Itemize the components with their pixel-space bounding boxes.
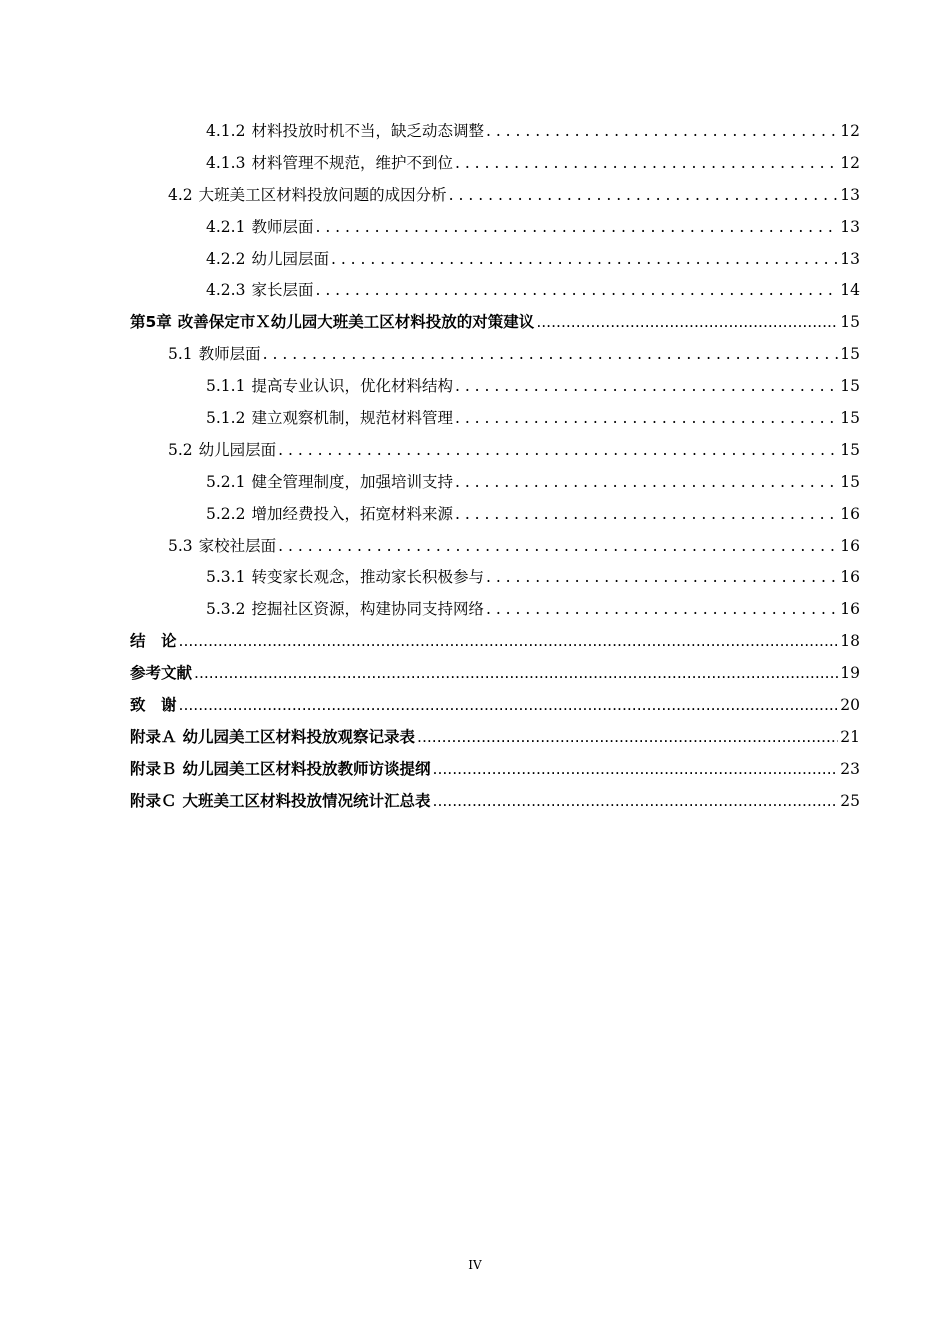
dot-leader xyxy=(433,754,839,786)
toc-entry-page: 15 xyxy=(840,409,860,428)
dot-leader xyxy=(455,148,838,180)
toc-entry-title: 健全管理制度，加强培训支持 xyxy=(251,472,453,491)
dot-leader xyxy=(455,467,838,499)
toc-entry-4-1-3[interactable] xyxy=(130,148,860,180)
toc-entry-title: 增加经费投入，拓宽材料来源 xyxy=(251,504,453,523)
dot-leader xyxy=(278,435,838,467)
toc-entry-5-1-1[interactable] xyxy=(130,371,860,403)
toc-entry-appendix-b[interactable] xyxy=(130,754,860,786)
toc-entry-page: 23 xyxy=(840,759,860,778)
toc-entry-4-1-2[interactable] xyxy=(130,116,860,148)
toc-entry-page: 13 xyxy=(840,217,860,236)
toc-entry-number: 4.1.2 xyxy=(206,122,246,140)
toc-entry-title: 改善保定市Ｘ幼儿园大班美工区材料投放的对策建议 xyxy=(177,313,535,332)
toc-entry-title: 参考文献 xyxy=(130,664,193,683)
toc-entry-number: 4.1.3 xyxy=(206,153,246,172)
toc-entry-title: 幼儿园层面 xyxy=(251,249,329,268)
toc-entry-appendix-c[interactable] xyxy=(130,786,860,818)
dot-leader xyxy=(455,403,838,435)
toc-entry-appendix-a[interactable] xyxy=(130,722,860,754)
toc-entry-5-2-1[interactable] xyxy=(130,467,860,499)
toc-entry-number: 5.2.2 xyxy=(206,504,246,523)
dot-leader xyxy=(179,690,839,722)
toc-entry-title: 提高专业认识，优化材料结构 xyxy=(251,377,453,396)
toc-entry-title: 转变家长观念，推动家长积极参与 xyxy=(251,568,484,587)
toc-entry-page: 15 xyxy=(840,472,860,491)
toc-entry-title: 大班美工区材料投放问题的成因分析 xyxy=(198,185,447,204)
dot-leader xyxy=(194,658,838,690)
toc-entry-number: 4.2 xyxy=(168,185,193,204)
toc-entry-number: 4.2.2 xyxy=(206,249,246,268)
toc-entry-number: 4.2.3 xyxy=(206,281,246,300)
toc-entry-title: 挖掘社区资源，构建协同支持网络 xyxy=(251,600,484,619)
toc-entry-page: 15 xyxy=(840,377,860,396)
toc-entry-page: 15 xyxy=(840,313,860,332)
toc-entry-page: 13 xyxy=(840,185,860,204)
toc-entry-5-2-2[interactable] xyxy=(130,499,860,531)
toc-entry-page: 16 xyxy=(840,600,860,619)
toc-entry-number: 附录Ａ xyxy=(130,727,177,746)
dot-leader xyxy=(331,244,838,276)
toc-entry-title: 幼儿园美工区材料投放教师访谈提纲 xyxy=(182,759,431,778)
toc-entry-number: 5.3 xyxy=(168,536,193,555)
toc-entry-references[interactable] xyxy=(130,658,860,690)
toc-entry-title: 结 论 xyxy=(130,632,177,651)
dot-leader xyxy=(433,786,839,818)
toc-entry-title: 教师层面 xyxy=(198,345,261,364)
toc-entry-page: 13 xyxy=(840,249,860,268)
toc-entry-page: 12 xyxy=(840,153,860,172)
dot-leader xyxy=(486,562,838,594)
toc-entry-title: 教师层面 xyxy=(251,217,314,236)
toc-entry-title: 幼儿园层面 xyxy=(198,440,277,459)
toc-entry-number: 5.1.2 xyxy=(206,409,246,428)
dot-leader xyxy=(449,180,839,212)
toc-entry-5-1-2[interactable] xyxy=(130,403,860,435)
dot-leader xyxy=(536,307,838,339)
toc-entry-page: 15 xyxy=(840,440,860,459)
toc-entry-page: 15 xyxy=(840,345,860,364)
toc-entry-title: 致 谢 xyxy=(130,696,177,715)
toc-entry-page: 16 xyxy=(840,536,860,555)
page-number: IV xyxy=(468,1258,482,1272)
toc-entry-page: 16 xyxy=(840,568,860,587)
toc-entry-4-2-2[interactable] xyxy=(130,244,860,276)
toc-entry-number: 附录Ｂ xyxy=(130,759,177,778)
toc-entry-title: 家长层面 xyxy=(251,281,314,300)
toc-entry-number: 5.2.1 xyxy=(206,472,246,491)
toc-entry-chapter-5[interactable] xyxy=(130,307,860,339)
toc-entry-number: 5.3.1 xyxy=(206,568,246,587)
dot-leader xyxy=(179,626,839,658)
dot-leader xyxy=(455,499,838,531)
toc-entry-5-3[interactable] xyxy=(130,531,860,563)
dot-leader xyxy=(486,594,838,626)
toc-entry-title: 建立观察机制，规范材料管理 xyxy=(251,409,453,428)
table-of-contents xyxy=(130,116,860,818)
toc-entry-page: 21 xyxy=(840,727,860,746)
toc-entry-5-2[interactable] xyxy=(130,435,860,467)
dot-leader xyxy=(417,722,838,754)
toc-entry-page: 14 xyxy=(840,281,860,300)
dot-leader xyxy=(315,275,838,307)
toc-entry-4-2-3[interactable] xyxy=(130,275,860,307)
toc-entry-5-3-2[interactable] xyxy=(130,594,860,626)
toc-entry-page: 20 xyxy=(840,696,860,715)
toc-entry-title: 大班美工区材料投放情况统计汇总表 xyxy=(182,791,431,810)
toc-entry-conclusion[interactable] xyxy=(130,626,860,658)
toc-entry-5-1[interactable] xyxy=(130,339,860,371)
toc-entry-title: 材料管理不规范，维护不到位 xyxy=(251,153,453,172)
toc-entry-number: 5.1 xyxy=(168,345,193,364)
toc-entry-4-2-1[interactable] xyxy=(130,212,860,244)
toc-entry-page: 18 xyxy=(840,632,860,651)
toc-entry-page: 16 xyxy=(840,504,860,523)
toc-entry-5-3-1[interactable] xyxy=(130,562,860,594)
dot-leader xyxy=(486,116,838,148)
toc-entry-page: 19 xyxy=(840,664,860,683)
toc-entry-page: 25 xyxy=(840,791,860,810)
dot-leader xyxy=(263,339,839,371)
toc-entry-acknowledgements[interactable] xyxy=(130,690,860,722)
toc-entry-number: 第5章 xyxy=(130,313,172,332)
toc-entry-number: 5.2 xyxy=(168,440,193,459)
dot-leader xyxy=(278,531,838,563)
toc-entry-number: 5.1.1 xyxy=(206,377,246,396)
toc-entry-title: 家校社层面 xyxy=(198,536,277,555)
toc-entry-number: 附录Ｃ xyxy=(130,791,177,810)
toc-entry-number: 5.3.2 xyxy=(206,600,246,619)
toc-entry-number: 4.2.1 xyxy=(206,217,246,236)
dot-leader xyxy=(455,371,838,403)
toc-entry-title: 幼儿园美工区材料投放观察记录表 xyxy=(182,727,416,746)
toc-entry-4-2[interactable] xyxy=(130,180,860,212)
toc-entry-title: 材料投放时机不当，缺乏动态调整 xyxy=(251,122,484,140)
toc-entry-page: 12 xyxy=(840,122,860,140)
dot-leader xyxy=(315,212,838,244)
